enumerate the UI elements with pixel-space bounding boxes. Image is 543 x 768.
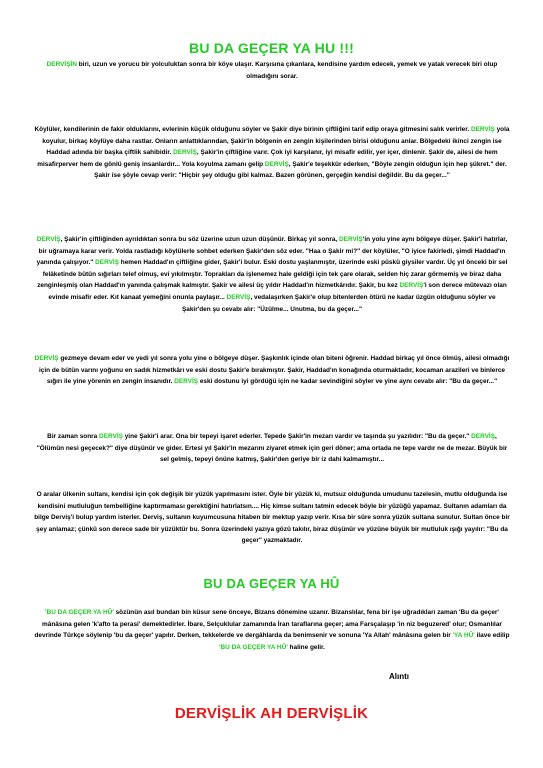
paragraph-text: biri, uzun ve yorucu bir yolculuktan sonra bir köye ulaşır. Karşısına çıkanlara, kendisine yardım edecek, yemek ve yatak verecek biri olup olmadığını sorar. xyxy=(76,61,498,80)
paragraph-3 xyxy=(34,353,510,388)
paragraph-text: eski dostunu iyi gördüğü için ne kadar sevindiğini söyler ve yine aynı cevabı alır: "Bu da geçer..." xyxy=(198,378,498,386)
paragraph-text: gezmeye devam eder ve yedi yıl sonra yolu yine o bölgeye düşer. Şaşkınlık içinde olan biteni öğrenir. Haddad birkaç yıl önce ölmüş, ailesi olmadığı için de bütün varını yoğunu en sadık hizmetkârı ve eski dostu Şakir'e bırakmıştır. Şakir, Haddad'ın konağında oturmaktadır, kocaman arazileri ve binlerce sığırı ile yine yörenin en zengin insanıdır. xyxy=(39,355,510,386)
paragraph-text: , Şakir'in çiftliğinden ayrıldıktan sonra bu söz üzerine uzun uzun düşünür. Birkaç yıl sonra, xyxy=(60,236,339,243)
highlight-dervis: DERVİŞ xyxy=(471,433,496,440)
highlight-dervis: DERVİŞ xyxy=(399,282,424,290)
highlight-dervis: DERVİŞİN xyxy=(46,61,77,68)
footer-title: DERVİŞLİK AH DERVİŞLİK xyxy=(174,705,369,722)
paragraph-text: ilave edilip xyxy=(474,632,510,640)
paragraph-text: sözünün asıl bundan bin küsur sene önceye, Bizans dönemine uzanır. Bizanslılar, fena bir işe uğradıkları zaman 'Bu da geçer' mânâsına gelen 'k'afto ta perasi' demektedirler. İbare, Selçuklular zamanında İran taraflarına geçer; ama Farsçalaşıp 'in niz beguzered' olur; Osmanlılar devrinde Türkçe söylenip 'bu da geçer' yapılır. Derken, tekkelerde ve dergâhlarda da benimsenir ve sonuna 'Ya Allah' mânâsına gelen bir xyxy=(34,609,502,640)
paragraph-text: , "Ölümün nesi geçecek?" diye düşünür ve gider. Ertesi yıl Şakir'in mezarını ziyaret etmek için geri döner; ama ortada ne tepe vardır ne de mezar. Büyük bir sel gelmiş, tepeyi önüne katmış, Şakir'den geriye bir iz dahi kalmamıştır... xyxy=(36,433,508,464)
paragraph-4 xyxy=(34,431,510,466)
highlight-dervis: DERVİŞ xyxy=(34,355,59,362)
highlight-dervis: DERVİŞ xyxy=(264,160,289,168)
highlight-dervis: DERVİŞ xyxy=(339,236,363,243)
paragraph-text: hemen Haddad'ın çiftliğine gider, Şakir'i bulur. Eski dostu yaşlanmıştır, üzerinde eski püskü giysiler vardır. Üç yıl önceki bir sel felâketinde bütün sığırları telef olmuş, evi yıkılmıştır. Toprakları da işlenemez hale geldiği için tek çare olarak, selden hiç zarar görmemiş ve biraz daha zenginleşmiş olan Haddad'ın yanında çalışmak kalmıştır. Şakir ve ailesi üç yıldır Haddad'ın hizmetkârıdır. Şakir, bu kez xyxy=(37,259,508,290)
highlight-dervis: DERVİŞ xyxy=(174,378,199,386)
highlight-phrase: 'BU DA GEÇER YA HÛ' xyxy=(219,643,288,651)
paragraph-6 xyxy=(34,607,510,653)
quote-label: Alıntı xyxy=(389,672,409,681)
section-subtitle: BU DA GEÇER YA HÛ xyxy=(203,576,340,591)
intro-paragraph xyxy=(34,59,510,82)
paragraph-5 xyxy=(34,489,510,547)
paragraph-text: Bir zaman sonra xyxy=(47,433,100,440)
paragraph-text: O aralar ülkenin sultanı, kendisi için çok değişik bir yüzük yapılmasını ister. Öyle bir yüzük ki, mutsuz olduğunda umudunu tazelesin, mutlu olduğunda ise kendisini mutluluğun tembelliğine kaptırmaması gerektiğini hatırlatsın.... Hiç kimse sultanı tatmin edecek böyle bir yüzüğü yapamaz. Sultanın adamları da bilge Derviş'i bulup yardım isterler. Derviş, sultanın kuyumcusuna hitaben bir mektup yazıp verir. Kısa bir süre sonra yüzük sultana sunulur. Sultan önce bir şey anlamaz; çünkü son derece sade bir yüzüktür bu. Sonra üzerindeki yazıya gözü takılır, biraz düşünür ve yüzüne büyük bir mutluluk ışığı yayılır: "Bu da geçer" yazmaktadır. xyxy=(34,491,510,545)
paragraph-text: 'in yolu yine aynı bölgeye düşer. Şakir'i hatırlar, bir uğramaya karar verir. Yolda rastladığı köylülerle sohbet ederken Şakir'den söz eder. "Haa o Şakir mi?" der köylüler, "O iyice fakirledi, şimdi Haddad'ın yanında çalışıyor." xyxy=(36,236,508,267)
highlight-dervis: DERVİŞ xyxy=(226,293,251,301)
paragraph-2 xyxy=(34,234,510,315)
paragraph-text: yola koyulur, birkaç köylüye daha rastlar. Onların anlattıklarından, Şakir'in bölgenin en zengin kişilerinden birisi olduğunu anlar. Bölgedeki ikinci zengin ise Haddad adında bir başka çiftlik sahibidir. xyxy=(42,126,510,157)
paragraph-text: , Şakir'in çiftliğine varır. Çok iyi karşılanır, iyi misafir edilir, yer içer, dinlenir. Şakir de, ailesi de hem misafirperver hem de gönlü geniş insanlardır... Yola koyulma zamanı gelip xyxy=(37,149,498,168)
paragraph-text: Köylüler, kendilerinin de fakir olduklarını, evlerinin küçük olduğunu söyler ve Şakir diye birinin çiftliğini tarif edip oraya gitmesini salık verirler. xyxy=(34,126,471,133)
highlight-dervis: DERVİŞ xyxy=(99,433,123,440)
highlight-dervis: DERVİŞ xyxy=(470,126,495,133)
paragraph-1 xyxy=(34,124,510,182)
paragraph-text: haline gelir. xyxy=(287,643,325,651)
paragraph-text: , Şakir'e teşekkür ederken, "Böyle zengin olduğun için hep şükret." der. Şakir ise şöyle cevap verir: "Hiçbir şey olduğu gibi kalmaz. Bazen görünen, gerçeğin kendisi değildir. Bu da geçer..." xyxy=(94,160,507,180)
page-title: BU DA GEÇER YA HU !!! xyxy=(189,40,354,56)
highlight-dervis: DERVİŞ xyxy=(36,236,61,243)
highlight-phrase: 'BU DA GEÇER YA HÛ' xyxy=(45,609,114,616)
paragraph-text: yine Şakir'i arar. Ona bir tepeyi işaret ederler. Tepede Şakir'in mezarı vardır ve taşında şu yazılıdır: "Bu da geçer." xyxy=(122,433,472,440)
paragraph-text: 'i son derece mütevazı olan evinde misafir eder. Kıt kanaat yemeğini onunla paylaşır... xyxy=(48,282,507,301)
paragraph-text: , vedalaşırken Şakir'e olup bitenlerden ötürü ne kadar üzgün olduğunu söyler ve Şakir'den şu cevabı alır: "Üzülme... Unutma, bu da geçer..." xyxy=(181,293,496,313)
highlight-dervis: DERVİŞ xyxy=(173,149,197,157)
highlight-dervis: DERVİŞ xyxy=(95,259,119,267)
highlight-phrase: 'YA HÛ' xyxy=(452,632,475,640)
